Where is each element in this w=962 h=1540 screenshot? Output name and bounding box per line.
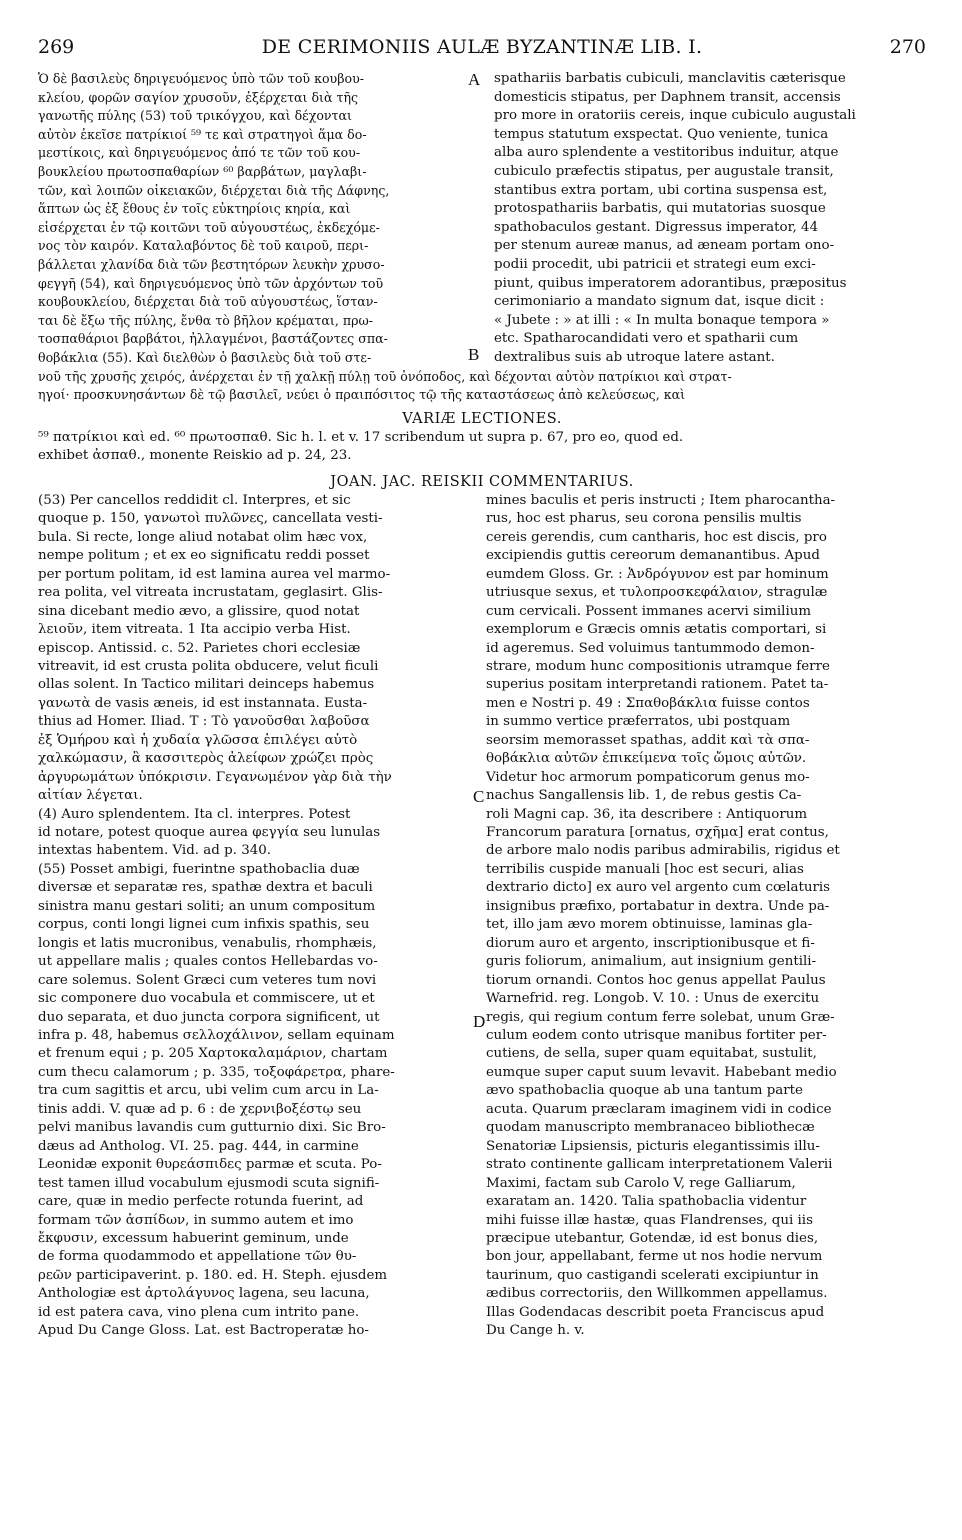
greek-text-line: κλείου, φορῶν σαγίον χρυσοῦν, ἐξέρχεται διὰ τῆς	[38, 89, 359, 105]
commentary-line: cereis gerendis, cum cantharis, hoc est discis, pro	[486, 529, 827, 545]
latin-text-line: etc. Spatharocandidati vero et spatharii cum	[494, 331, 799, 347]
greek-text-line: εἰσέρχεται ἐν τῷ κοιτῶνι τοῦ αὐγουστέως, ἐκδεχόμε-	[38, 219, 380, 235]
latin-text-line: spathobaculos gestant. Digressus imperator, 44	[494, 219, 819, 235]
commentary-line: taurinum, quo castigandi scelerati excipiuntur in	[486, 1267, 819, 1283]
commentary-line: et frenum equi ; p. 205 Χαρτοκαλαμάριον, chartam	[38, 1046, 388, 1062]
commentary-line: Illas Godendacas describit poeta Franciscus apud	[486, 1304, 825, 1320]
greek-text-line: φεγγῆ (54), καὶ δηριγευόμενος ὑπὸ τῶν ἀρχόντων τοῦ	[38, 275, 384, 291]
greek-full-line: νοῦ τῆς χρυσῆς χειρός, ἀνέρχεται ἐν τῇ χαλκῇ πύλῃ τοῦ ὀνόποδος, καὶ δέχονται αὐτὸν πατρίκιοι καὶ στρατ-	[38, 368, 732, 384]
greek-text-line: Ὁ δὲ βασιλεὺς δηριγευόμενος ὑπὸ τῶν τοῦ κουβου-	[38, 71, 364, 86]
commentary-line: tinis addi. V. quæ ad p. 6 : de χερνιβοξέστῳ seu	[38, 1101, 362, 1117]
page	[38, 36, 926, 1341]
commentary-line: id est patera cava, vino plena cum intrito pane.	[38, 1304, 360, 1320]
greek-text-line: θοβάκλια (55). Καὶ διελθὼν ὁ βασιλεὺς διὰ τοῦ στε-	[38, 349, 372, 365]
latin-text-line: domesticis stipatus, per Daphnem transit, accensis	[494, 89, 841, 105]
commentary-line: ut appellare malis ; quales contos Hellebardas vo-	[38, 954, 378, 970]
greek-text-column	[38, 70, 482, 368]
commentary-line: ævo spathobaclia quoque ab una tantum parte	[486, 1083, 803, 1099]
commentary-line: care, quæ in medio perfecte rotunda fuerint, ad	[38, 1194, 364, 1210]
commentary-line: diversæ et separatæ res, spathæ dextra et baculi	[38, 880, 373, 896]
margin-marker-c: C	[473, 786, 485, 806]
commentary-line: per portum politam, id est lamina aurea vel marmo-	[38, 566, 391, 582]
commentary-line: acuta. Quarum præclaram imaginem vidi in codice	[486, 1101, 832, 1117]
commentary-line: culum eodem conto utrisque manibus fortiter per-	[486, 1028, 827, 1044]
greek-text-line: αὐτὸν ἐκεῖσε πατρίκιοί ⁵⁹ τε καὶ στρατηγοὶ ἅμα δο-	[38, 126, 367, 142]
commentary-line: bon jour, appellabant, ferme ut nos hodie nervum	[486, 1249, 823, 1265]
variae-lectiones-heading: VARIÆ LECTIONES.	[402, 410, 562, 427]
commentary-line: longis et latis mucronibus, venabulis, rhomphæis,	[38, 935, 377, 951]
greek-text-line: βουκλείου πρωτοσπαθαρίων ⁶⁰ βαρβάτων, μαγλαβι-	[38, 163, 367, 179]
commentary-line: dextrario dicto] ex auro vel argento cum cœlaturis	[486, 880, 831, 896]
commentary-line: intextas habentem. Vid. ad p. 340.	[38, 843, 272, 859]
commentary-line: cum thecu calamorum ; p. 335, τοξοφάρετρα, phare-	[38, 1064, 395, 1080]
commentary-line: terribilis cuspide manuali [hoc est securi, alias	[486, 861, 804, 877]
commentary-line: corpus, conti longi lignei cum infixis spathis, seu	[38, 917, 370, 933]
commentary-line: Videtur hoc armorum pompaticorum genus mo-	[486, 769, 810, 785]
commentary-line: dæus ad Antholog. VI. 25. pag. 444, in carmine	[38, 1138, 359, 1154]
variae-lectiones	[38, 429, 926, 466]
greek-text-line: γανωτῆς πύλης (53) τοῦ τρικόγχου, καὶ δέχονται	[38, 108, 352, 124]
commentary-line: rus, hoc est pharus, seu corona pensilis multis	[486, 511, 802, 527]
commentary-line: eumdem Gloss. Gr. : Ἀνδρόγυνον est par hominum	[486, 566, 829, 582]
commentary-line: cum cervicali. Possent immanes acervi similium	[486, 603, 812, 619]
commentary-line: tra cum sagittis et arcu, ubi velim cum arcu in La-	[38, 1083, 379, 1099]
commentary-line: pelvi manibus lavandis cum gutturnio dixi. Sic Bro-	[38, 1120, 386, 1136]
commentary-line: utriusque sexus, et τυλοπροσκεφάλαιον, stragulæ	[486, 585, 828, 601]
greek-text-line: μεστίκοις, καὶ δηριγευόμενος ἀπό τε τῶν τοῦ κου-	[38, 145, 361, 161]
commentary-line: thius ad Homer. Iliad. T : Τὸ γανοῦσθαι λαβοῦσα	[38, 714, 370, 730]
commentary-line: (4) Auro splendentem. Ita cl. interpres. Potest	[38, 806, 351, 822]
commentary-line: præcipue utebantur, Gotendæ, id est bonus dies,	[486, 1231, 819, 1246]
latin-text-line: alba auro splendente a vestitoribus induitur, atque	[494, 145, 839, 161]
commentary-line: de forma quodammodo et appellatione τῶν θυ-	[38, 1249, 357, 1265]
commentary-line: regis, qui regium contum ferre solebat, unum Græ-	[486, 1009, 835, 1025]
commentary-line: αἰτίαν λέγεται.	[38, 788, 143, 804]
commentary-line: mines baculis et peris instructi ; Item pharocantha-	[486, 492, 836, 508]
commentary-columns	[38, 492, 926, 1341]
commentary-line: ollas solent. In Tactico militari deinceps habemus	[38, 677, 375, 693]
commentary-line: duo separata, et duo juncta corpora significent, ut	[38, 1009, 380, 1025]
page-number-left: 269	[38, 36, 75, 58]
commentary-line: Du Cange h. v.	[486, 1323, 585, 1339]
latin-text-line: protospathariis barbatis, qui mutatorias suosque	[494, 201, 826, 217]
latin-text-line: cerimoniario a mandato signum dat, isque dicit :	[494, 294, 825, 310]
commentary-line: care solemus. Solent Græci cum veteres tum novi	[38, 972, 377, 988]
greek-full-line: ηγοί· προσκυνησάντων δὲ τῷ βασιλεῖ, νεύει ὁ πραιπόσιτος τῷ τῆς καταστάσεως ἀπὸ κελεύσεως, καὶ	[38, 387, 686, 403]
commentary-line: sinistra manu gestari soliti; an unum compositum	[38, 898, 376, 914]
commentary-line: exaratam an. 1420. Talia spathobaclia videntur	[486, 1194, 807, 1210]
commentary-line: vitreavit, id est crusta polita obducere, velut ficuli	[38, 658, 379, 674]
commentary-line: diorum auro et argento, inscriptionibusque et fi-	[486, 935, 815, 951]
commentary-line: ἔκφυσιν, excessum habuerint geminum, unde	[38, 1231, 349, 1246]
greek-text-line: νος τὸν καιρόν. Καταλαβόντος δὲ τοῦ καιροῦ, περι-	[38, 238, 369, 254]
latin-text-line: spathariis barbatis cubiculi, manclavitis cæterisque	[494, 71, 846, 86]
commentary-line: ἀργυρωμάτων ὑπόκρισιν. Γεγανωμένον γὰρ διὰ τὴν	[38, 769, 392, 785]
commentary-line: χαλκώμασιν, ἃ κασσιτερὸς ἀλείφων χρώζει πρὸς	[38, 751, 374, 767]
commentary-line: Anthologiæ est ἀρτολάγυνος lagena, seu lacuna,	[38, 1286, 370, 1302]
greek-text-line: τοσπαθάριοι βαρβάτοι, ἠλλαγμένοι, βαστάζοντες σπα-	[38, 331, 388, 347]
commentary-line: excipiendis guttis cereorum demanantibus. Apud	[486, 548, 820, 564]
commentary-line: λειοῦν, item vitreata. 1 Ita accipio verba Hist.	[38, 622, 351, 638]
commentary-line: tet, illo jam ævo morem obtinuisse, laminas gla-	[486, 917, 813, 933]
commentary-line: (53) Per cancellos reddidit cl. Interpres, et sic	[38, 492, 351, 508]
greek-full-width-text	[38, 368, 926, 405]
commentary-line: strare, modum hunc compositionis utramque ferre	[486, 658, 830, 674]
commentary-line: Francorum paratura [ornatus, σχῆμα] erat contus,	[486, 825, 829, 841]
commentary-line: ἐξ Ὁμήρου καὶ ἡ χυδαία γλῶσσα ἐπιλέγει αὐτὸ	[38, 732, 358, 748]
commentary-line: Apud Du Cange Gloss. Lat. est Bactroperatæ ho-	[38, 1323, 369, 1339]
commentary-line: seorsim memorasset spathas, addit καὶ τὰ σπα-	[486, 732, 810, 748]
commentary-line: cutiens, de sella, super quam equitabat, sustulit,	[486, 1046, 817, 1062]
commentary-line: Maximi, factam sub Carolo V, rege Galliarum,	[486, 1175, 796, 1191]
running-header	[38, 36, 926, 62]
latin-text-line: « Jubete : » at illi : « In multa bonaque tempora »	[494, 312, 830, 328]
commentary-line: nempe politum ; et ex eo significatu reddi posset	[38, 548, 370, 564]
commentary-line: roli Magni cap. 36, ita describere : Antiquorum	[486, 806, 808, 822]
variant-reading-line: exhibet ἀσπαθ., monente Reiskio ad p. 24, 23.	[38, 448, 352, 464]
commentary-line: id ageremus. Sed voluimus tantummodo demon-	[486, 640, 815, 656]
commentary-line: formam τῶν ἀσπίδων, in summo autem et imo	[38, 1212, 354, 1228]
commentary-line: strato continente gallicam interpretationem Valerii	[486, 1157, 833, 1173]
commentary-line: quoque p. 150, γανωτοὶ πυλῶνες, cancellata vesti-	[38, 511, 383, 527]
commentary-line: θοβάκλια αὐτῶν ἐπικείμενα τοῖς ὤμοις αὐτῶν.	[486, 751, 807, 767]
commentary-line: infra p. 48, habemus σελλοχάλινον, sellam equinam	[38, 1028, 395, 1044]
margin-marker-a: A	[468, 70, 481, 89]
greek-text-line: ἅπτων ὡς ἐξ ἔθους ἐν τοῖς εὐκτηρίοις κηρία, καὶ	[38, 201, 351, 217]
commentary-line: ædibus correctoriis, den Willkommen appellamus.	[486, 1286, 828, 1302]
commentary-line: superius positam interpretandi rationem. Patet ta-	[486, 677, 829, 693]
commentary-line: eumque super caput suum levavit. Habebant medio	[486, 1064, 837, 1080]
commentary-line: Leonidæ exponit θυρεάσπιδες parmæ et scuta. Po-	[38, 1157, 382, 1173]
commentary-line: id notare, potest quoque aurea φεγγία seu lunulas	[38, 825, 381, 841]
latin-text-line: piunt, quibus imperatorem adorantibus, præpositus	[494, 275, 847, 291]
greek-text-line: βάλλεται χλανίδα διὰ τῶν βεστητόρων λευκὴν χρυσο-	[38, 256, 385, 272]
commentary-line: men e Nostri p. 49 : Σπαθοβάκλια fuisse contos	[486, 695, 810, 711]
commentary-line: bula. Si recte, longe aliud notabat olim hæc vox,	[38, 529, 368, 545]
commentary-heading: JOAN. JAC. REISKII COMMENTARIUS.	[330, 473, 634, 490]
latin-text-line: tempus statutum exspectat. Quo veniente, tunica	[494, 126, 829, 142]
commentary-left-column	[38, 492, 478, 1341]
latin-text-line: pro more in oratoriis cereis, inque cubiculo augustali	[494, 108, 856, 124]
commentary-right-column	[486, 492, 926, 1341]
commentary-line: guris foliorum, animalium, aut insignium gentili-	[486, 954, 817, 970]
commentary-line: in summo vertice præferratos, ubi postquam	[486, 714, 791, 730]
commentary-line: tiorum ornandi. Contos hoc genus appellat Paulus	[486, 972, 826, 988]
running-title: DE CERIMONIIS AULÆ BYZANTINÆ LIB. I.	[261, 36, 703, 58]
commentary-line: test tamen illud vocabulum ejusmodi scuta signifi-	[38, 1175, 380, 1191]
margin-marker-b: B	[468, 345, 480, 364]
page-number-right: 270	[889, 36, 926, 58]
commentary-line: exemplorum e Græcis omnis ætatis comportari, si	[486, 622, 827, 638]
commentary-line: insignibus præfixo, portabatur in dextra. Unde pa-	[486, 898, 830, 914]
commentary-line: ρεῶν participaverint. p. 180. ed. H. Steph. ejusdem	[38, 1267, 388, 1283]
commentary-line: nachus Sangallensis lib. 1, de rebus gestis Ca-	[486, 788, 802, 804]
greek-text-line: κουβουκλείου, διέρχεται διὰ τοῦ αὐγουστέως, ἵσταν-	[38, 294, 378, 310]
commentary-line: mihi fuisse illæ hastæ, quas Flandrenses, qui iis	[486, 1212, 813, 1228]
latin-text-line: podii procedit, ubi patricii et strategi eum exci-	[494, 256, 816, 272]
greek-text-line: ται δὲ ἔξω τῆς πύλης, ἔνθα τὸ βῆλον κρέμαται, πρω-	[38, 312, 374, 328]
commentary-line: γανωτὰ de vasis æneis, id est instannata. Eusta-	[38, 695, 368, 711]
latin-text-line: stantibus extra portam, ubi cortina suspensa est,	[494, 182, 828, 198]
commentary-line: de arbore malo nodis paribus admirabilis, rigidus et	[486, 843, 840, 859]
latin-translation-column	[482, 70, 926, 368]
latin-text-line: per stenum aureæ manus, ad æneam portam ono-	[494, 238, 835, 254]
commentary-line: episcop. Antissid. c. 52. Parietes chori ecclesiæ	[38, 640, 361, 656]
latin-text-line: dextralibus suis ab utroque latere astant.	[494, 349, 775, 365]
commentary-line: (55) Posset ambigi, fuerintne spathobaclia duæ	[38, 861, 360, 877]
variant-reading-line: ⁵⁹ πατρίκιοι καὶ ed. ⁶⁰ πρωτοσπαθ. Sic h. l. et v. 17 scribendum ut supra p. 67, pro eo, quod ed.	[38, 429, 684, 445]
commentary-line: sic componere duo vocabula et commiscere, ut et	[38, 991, 375, 1007]
greek-text-line: τῶν, καὶ λοιπῶν οἰκειακῶν, διέρχεται διὰ τῆς Δάφνης,	[38, 182, 390, 198]
text-columns	[38, 70, 926, 368]
commentary-line: sina dicebant medio ævo, a glissire, quod notat	[38, 603, 360, 619]
commentary-line: Senatoriæ Lipsiensis, picturis elegantissimis illu-	[486, 1138, 820, 1154]
margin-marker-d: D	[473, 1011, 486, 1031]
latin-text-line: cubiculo præfectis stipatus, per augustale transit,	[494, 163, 834, 179]
commentary-line: rea polita, vel vitreata incrustatam, geglasirt. Glis-	[38, 585, 383, 601]
commentary-line: quodam manuscripto membranaceo bibliothecæ	[486, 1120, 815, 1136]
commentary-line: Warnefrid. reg. Longob. V. 10. : Unus de exercitu	[486, 991, 820, 1007]
